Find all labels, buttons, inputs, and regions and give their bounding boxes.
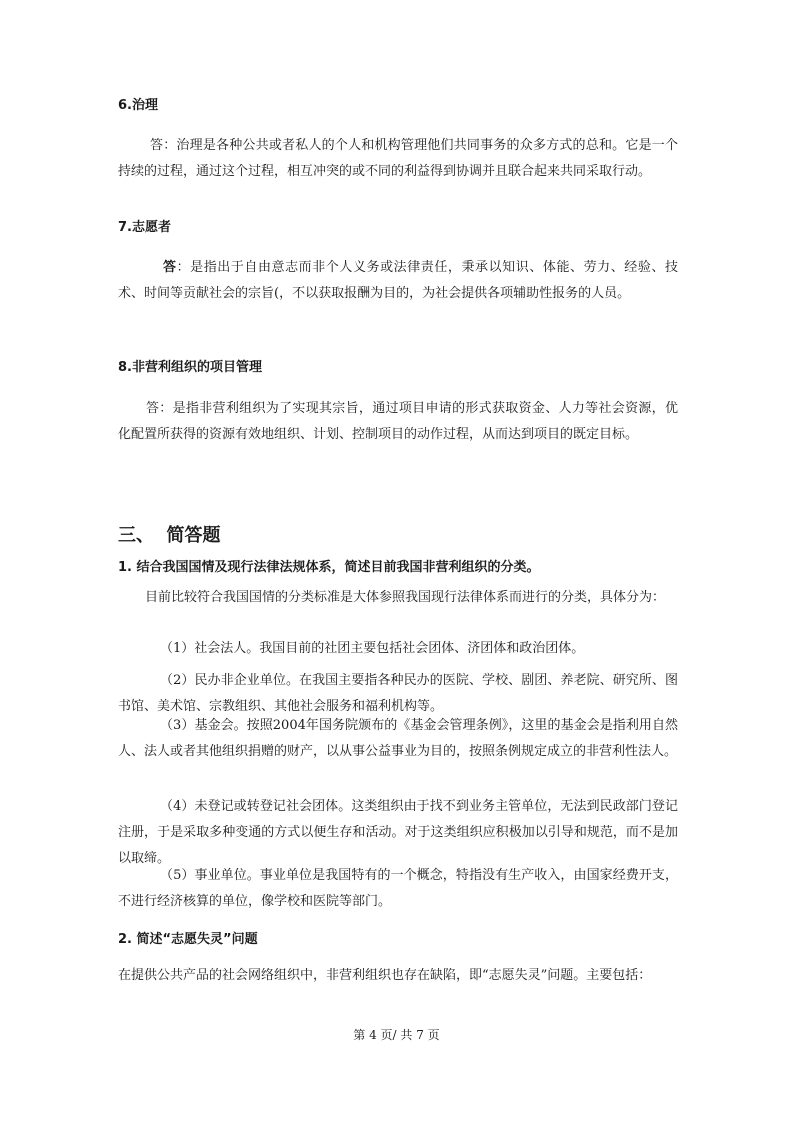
question-1-point-2: （2）民办非企业单位。在我国主要指各种民办的医院、学校、剧团、养老院、研究所、图书馆、美术馆、宗教组织、其他社会服务和福利机构等。 — [118, 673, 678, 714]
question-1-point-4: （4）未登记或转登记社会团体。这类组织由于找不到业务主管单位，无法到民政部门登记注册，于是采取多种变通的方式以便生存和活动。对于这类组织应积极加以引导和规范，而不是加以取缔。 — [118, 799, 678, 866]
section-title: 三、 简答题 — [118, 525, 221, 546]
term-answer-volunteer — [118, 255, 678, 307]
term-heading-volunteer: 7.志愿者 — [118, 220, 171, 235]
term-heading-project-management: 8.非营利组织的项目管理 — [118, 360, 262, 375]
term-heading-governance: 6.治理 — [118, 98, 158, 113]
page-footer: 第 4 页/ 共 7 页 — [353, 1028, 440, 1042]
question-2-title: 2. 简述“志愿失灵”问题 — [118, 932, 258, 947]
term-answer-governance: 答：治理是各种公共或者私人的个人和机构管理他们共同事务的众多方式的总和。它是一个持续的过程，通过这个过程，相互冲突的或不同的利益得到协调并且联合起来共同采取行动。 — [118, 138, 678, 179]
question-1-intro: 目前比较符合我国国情的分类标准是大体参照我国现行法律体系而进行的分类，具体分为： — [145, 590, 666, 605]
question-1-point-1: （1）社会法人。我国目前的社团主要包括社会团体、济团体和政治团体。 — [160, 641, 585, 656]
answer-prefix: 答 — [163, 260, 177, 275]
term-answer-project-management: 答：是指非营利组织为了实现其宗旨，通过项目申请的形式获取资金、人力等社会资源，优化配置所获得的资源有效地组织、计划、控制项目的动作过程，从而达到项目的既定目标。 — [118, 401, 678, 442]
answer-text: ：是指出于自由意志而非个人义务或法律责任，秉承以知识、体能、劳力、经验、技术、时间等贡献社会的宗旨(，不以获取报酬为目的，为社会提供各项辅助性报务的人员。 — [118, 260, 678, 301]
question-1-title: 1. 结合我国国情及现行法律法规体系，简述目前我国非营利组织的分类。 — [118, 560, 540, 575]
question-1-point-3: （3）基金会。按照2004年国务院颁布的《基金会管理条例》，这里的基金会是指利用自然人、法人或者其他组织捐赠的财产，以从事公益事业为目的，按照条例规定成立的非营利性法人。 — [118, 718, 678, 759]
question-1-point-5: （5）事业单位。事业单位是我国特有的一个概念，特指没有生产收入，由国家经费开支，不进行经济核算的单位，像学校和医院等部门。 — [118, 868, 678, 909]
question-2-intro: 在提供公共产品的社会网络组织中，非营利组织也存在缺陷，即“志愿失灵”问题。主要包括： — [118, 968, 652, 983]
